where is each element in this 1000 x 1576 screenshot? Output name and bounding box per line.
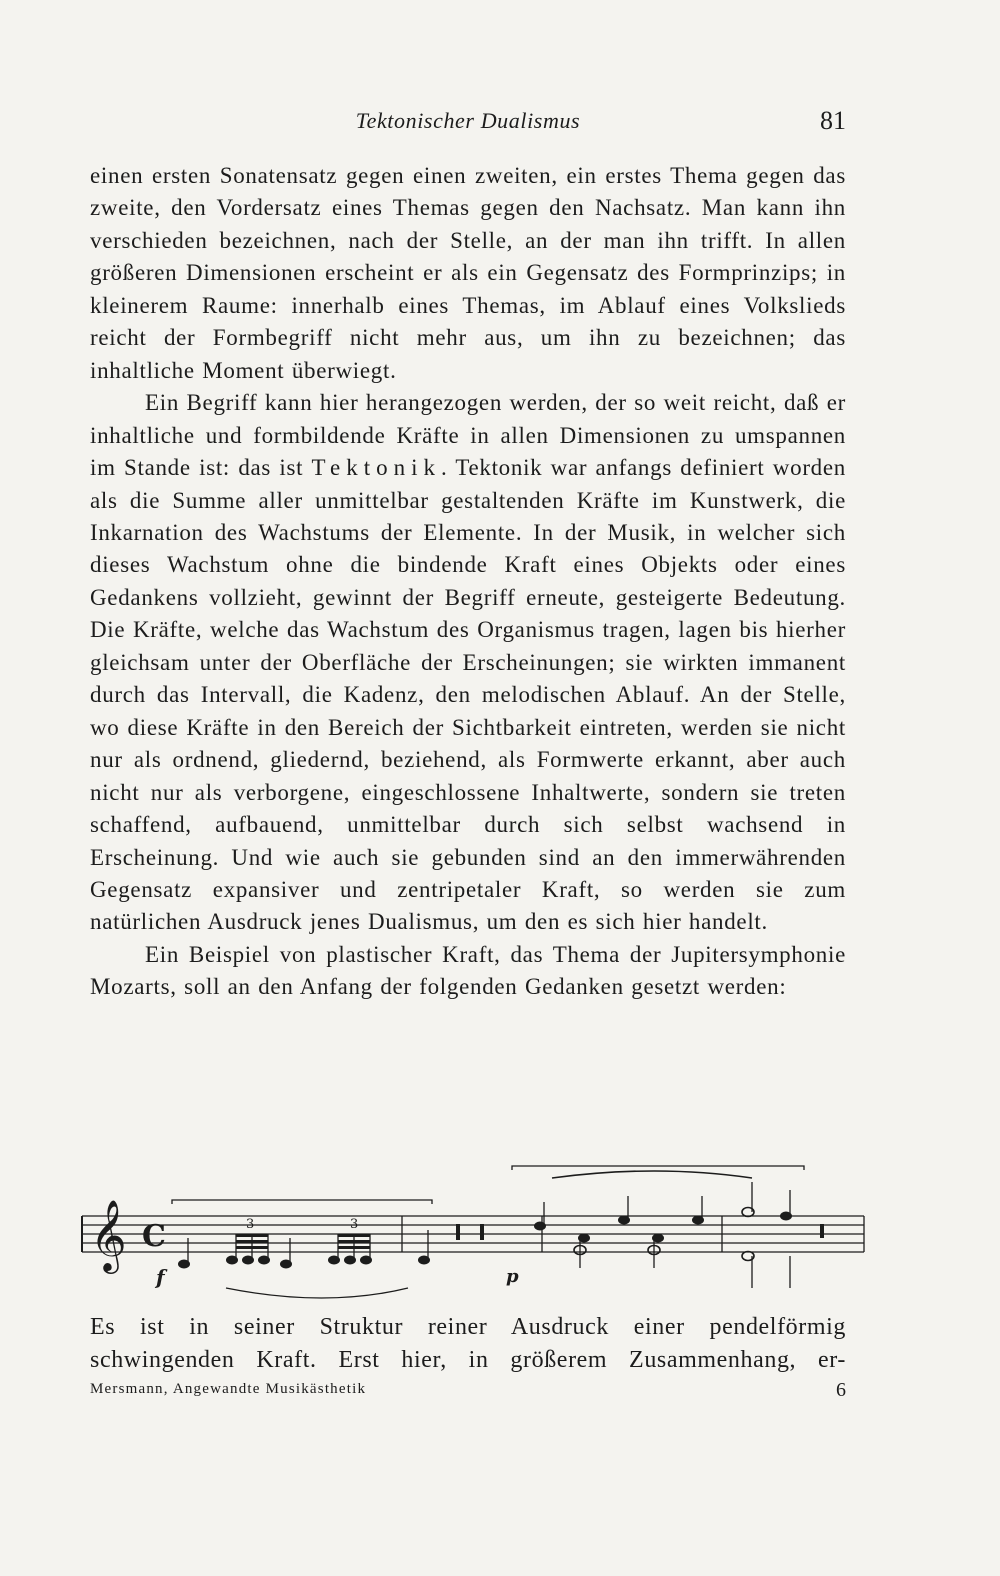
triplet-mark-1: 3 [246,1217,255,1232]
dynamic-piano: p [506,1266,519,1287]
running-head [90,108,846,142]
time-signature: C [142,1219,166,1254]
footer [90,1379,846,1409]
term-tektonik: Tektonik [311,455,441,481]
paragraph-2 [90,387,846,939]
dynamic-forte: f [156,1265,165,1289]
body-text [90,160,846,1004]
paragraph-2-start: Ein Begriff kann hier herangezogen werden, der so weit reicht, daß er inhaltliche und formbildende Kräfte in allen Dimensionen zu umspannen im Stande ist: das ist [90,390,846,481]
footer-author: Mersmann, Angewandte Musikästhetik [90,1381,367,1397]
running-title: Tektonischer Dualismus [355,108,581,133]
signature-mark: 6 [836,1379,846,1401]
triplet-mark-2: 3 [350,1217,359,1232]
paragraph-2-rest: . Tektonik war anfangs definiert worden als die Summe aller unmittelbar gestaltenden Kräfte im Kunstwerk, die Inkarnation des Wachstums der Elemente. In der Musik, in welcher sich dieses Wachstum ohne die bindende Kraft eines Objekts oder eines Gedankens vollzieht, gewinnt der Begriff erneute, gesteigerte Bedeutung. Die Kräfte, welche das Wachstum des Organismus tragen, lagen bis hierher gleichsam unter der Oberfläche der Erscheinungen; sie wirkten immanent durch das Intervall, die Kadenz, den melodischen Ablauf. An der Stelle, wo diese Kräfte in den Bereich der Sichtbarkeit eintreten, werden sie nicht nur als ordnend, gliedernd, beziehend, als Formwerte erkannt, aber auch nicht nur als verborgene, eingeschlossene Inhaltwerte, sondern sie treten schaffend, aufbauend, unmittelbar durch sich selbst wachsend in Erscheinung. Und wie auch sie gebunden sind an den immerwährenden Gegensatz expansiver und zentripetaler Kraft, so werden sie zum natürlichen Ausdruck jenes Dualismus, um den es sich hier handelt. [90,455,846,935]
svg-text:𝄞: 𝄞 [90,1198,127,1271]
paragraph-3: Ein Beispiel von plastischer Kraft, das Thema der Jupitersymphonie Mozarts, soll an den Anfang der folgenden Gedanken gesetzt werden: [90,941,846,1000]
music-example-jupiter-theme [76,1160,866,1310]
bottom-line-2: schwingenden Kraft. Erst hier, in größerem Zusammenhang, er- [90,1347,846,1373]
bottom-line-1: Es ist in seiner Struktur reiner Ausdruck einer pendelförmig [90,1314,846,1340]
paragraph-1: einen ersten Sonatensatz gegen einen zweiten, ein erstes Thema gegen das zweite, den Vordersatz eines Themas gegen den Nachsatz. Man kann ihn verschieden bezeichnen, nach der Stelle, an der man ihn trifft. In allen größeren Dimensionen erscheint er als ein Gegensatz des Formprinzips; in kleinerem Raume: innerhalb eines Themas, im Ablauf eines Volkslieds reicht der Formbegriff nicht mehr aus, um ihn zu bezeichnen; das inhaltliche Moment überwiegt. [90,163,846,383]
bottom-text [90,1311,846,1377]
page-number: 81 [820,106,846,135]
